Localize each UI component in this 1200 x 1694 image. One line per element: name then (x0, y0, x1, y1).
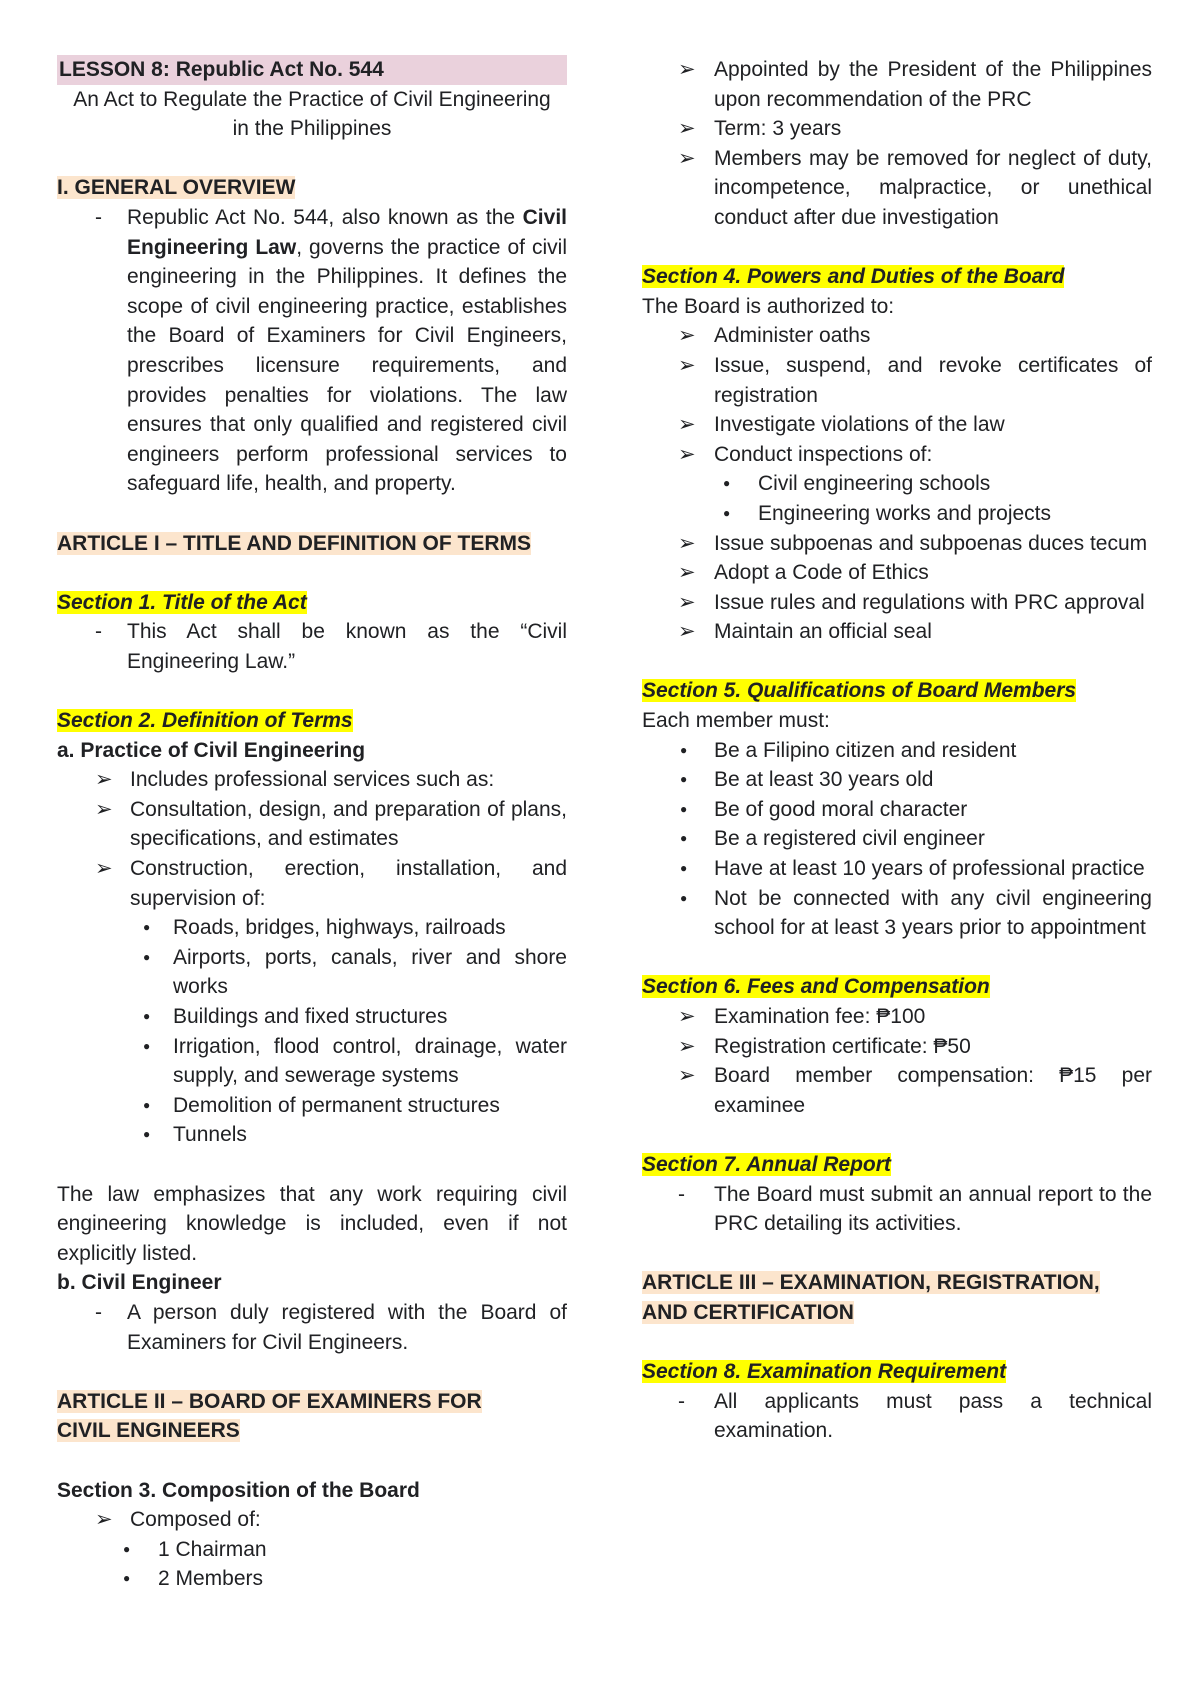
arrow-bullet-icon: ➢ (678, 561, 696, 585)
list-subitem: ● 1 Chairman (57, 1535, 567, 1565)
section1-text: - This Act shall be known as the “Civil Engineering Law.” (57, 617, 567, 676)
list-item: ● Be a Filipino citizen and resident (642, 736, 1152, 766)
dot-bullet-icon: ● (143, 1097, 151, 1112)
dot-bullet-icon: ● (680, 831, 688, 846)
dot-bullet-icon: ● (723, 476, 731, 491)
term-b-text: - A person duly registered with the Board of Examiners for Civil Engineers. (57, 1298, 567, 1357)
list-item: ➢ Issue subpoenas and subpoenas duces tecum (642, 529, 1152, 559)
arrow-bullet-icon: ➢ (678, 531, 696, 555)
list-item: ● Have at least 10 years of professional practice (642, 854, 1152, 884)
list-item: ➢ Board member compensation: ₱15 per examinee (642, 1061, 1152, 1120)
article1-heading: ARTICLE I – TITLE AND DEFINITION OF TERMS (57, 531, 532, 555)
section6-heading: Section 6. Fees and Compensation (642, 975, 990, 999)
arrow-bullet-icon: ➢ (678, 590, 696, 614)
dash-bullet-icon: - (678, 1182, 685, 1206)
section2-heading: Section 2. Definition of Terms (57, 709, 353, 733)
list-subitem: ● 2 Members (57, 1564, 567, 1594)
list-subitem: ● Civil engineering schools (642, 469, 1152, 499)
list-subitem: ● Demolition of permanent structures (57, 1091, 567, 1121)
list-item: ● Be at least 30 years old (642, 765, 1152, 795)
list-item: ➢ Investigate violations of the law (642, 410, 1152, 440)
arrow-bullet-icon: ➢ (678, 1005, 696, 1028)
arrow-bullet-icon: ➢ (678, 413, 696, 437)
lesson-title: LESSON 8: Republic Act No. 544 (57, 55, 567, 85)
left-column (57, 55, 567, 1594)
list-subitem: ● Irrigation, flood control, drainage, water supply, and sewerage systems (57, 1032, 567, 1091)
list-item: ➢ Examination fee: ₱100 (642, 1002, 1152, 1032)
arrow-bullet-icon: ➢ (95, 857, 113, 881)
section5-intro: Each member must: (642, 709, 830, 733)
general-overview-heading: I. GENERAL OVERVIEW (57, 176, 296, 200)
list-item: ➢ Issue, suspend, and revoke certificates of registration (642, 351, 1152, 410)
dot-bullet-icon: ● (143, 949, 151, 964)
list-subitem: ● Roads, bridges, highways, railroads (57, 913, 567, 943)
section5-heading: Section 5. Qualifications of Board Members (642, 679, 1077, 703)
arrow-bullet-icon: ➢ (678, 1064, 696, 1088)
overview-bold: Civil Engineering Law (127, 205, 567, 259)
dot-bullet-icon: ● (143, 1127, 151, 1142)
overview-post: , governs the practice of civil engineering in the Philippines. It defines the scope of civil engineering practice, establishes the Board of Examiners for Civil Engineers, prescribes licensure requirements, and provides penalties for violations. The law ensures that only qualified and registered civil engineers perform professional services to safeguard life, health, and property. (127, 235, 568, 496)
arrow-bullet-icon: ➢ (95, 768, 113, 792)
dash-bullet-icon: - (95, 620, 102, 644)
arrow-bullet-icon: ➢ (678, 353, 696, 377)
list-item: ➢ Members may be removed for neglect of duty, incompetence, malpractice, or unethical conduct after due investigation (642, 144, 1152, 233)
list-item: ● Be of good moral character (642, 795, 1152, 825)
arrow-bullet-icon: ➢ (678, 58, 696, 81)
arrow-bullet-icon: ➢ (678, 1034, 696, 1058)
section8-heading: Section 8. Examination Requirement (642, 1360, 1007, 1384)
dot-bullet-icon: ● (680, 861, 688, 876)
list-item: ➢ Term: 3 years (642, 114, 1152, 144)
list-item: ➢ Registration certificate: ₱50 (642, 1032, 1152, 1062)
dot-bullet-icon: ● (680, 801, 688, 816)
dash-bullet-icon: - (95, 205, 102, 229)
arrow-bullet-icon: ➢ (678, 117, 696, 141)
list-item: ➢ Issue rules and regulations with PRC approval (642, 588, 1152, 618)
section7-text: - The Board must submit an annual report to the PRC detailing its activities. (642, 1180, 1152, 1239)
dot-bullet-icon: ● (143, 920, 151, 935)
arrow-bullet-icon: ➢ (678, 146, 696, 170)
arrow-bullet-icon: ➢ (95, 797, 113, 821)
dot-bullet-icon: ● (123, 1571, 131, 1586)
list-subitem: ● Tunnels (57, 1120, 567, 1150)
article2-heading: ARTICLE II – BOARD OF EXAMINERS FOR CIVIL ENGINEERS (57, 1389, 482, 1443)
overview-pre: Republic Act No. 544, also known as the (127, 205, 523, 229)
arrow-bullet-icon: ➢ (678, 442, 696, 466)
list-item: ➢ Construction, erection, installation, and supervision of: (57, 854, 567, 913)
term-a-heading: a. Practice of Civil Engineering (57, 738, 366, 762)
section3-heading: Section 3. Composition of the Board (57, 1478, 420, 1502)
list-item: ➢ Consultation, design, and preparation of plans, specifications, and estimates (57, 795, 567, 854)
emphasis-paragraph: The law emphasizes that any work requiring civil engineering knowledge is included, even if not explicitly listed. (57, 1182, 567, 1265)
section1-heading: Section 1. Title of the Act (57, 590, 307, 614)
dash-bullet-icon: - (95, 1300, 102, 1324)
section7-heading: Section 7. Annual Report (642, 1152, 891, 1176)
list-item: ➢ Composed of: (57, 1505, 567, 1535)
dash-bullet-icon: - (678, 1389, 685, 1413)
dot-bullet-icon: ● (143, 1009, 151, 1023)
list-item: ➢ Administer oaths (642, 321, 1152, 351)
list-item: ➢ Maintain an official seal (642, 617, 1152, 647)
list-item: ➢ Adopt a Code of Ethics (642, 558, 1152, 588)
dot-bullet-icon: ● (123, 1541, 131, 1556)
arrow-bullet-icon: ➢ (95, 1508, 113, 1532)
list-subitem: ● Buildings and fixed structures (57, 1002, 567, 1032)
list-item: ● Be a registered civil engineer (642, 824, 1152, 854)
section4-heading: Section 4. Powers and Duties of the Board (642, 265, 1065, 289)
lesson-subtitle-line1: An Act to Regulate the Practice of Civil Engineering (73, 87, 551, 111)
section8-text: - All applicants must pass a technical examination. (642, 1387, 1152, 1446)
dot-bullet-icon: ● (680, 890, 688, 905)
dot-bullet-icon: ● (680, 772, 688, 787)
list-item: ➢ Includes professional services such as: (57, 765, 567, 795)
dot-bullet-icon: ● (680, 742, 688, 757)
arrow-bullet-icon: ➢ (678, 620, 696, 644)
section4-intro: The Board is authorized to: (642, 294, 895, 318)
dot-bullet-icon: ● (143, 1038, 151, 1053)
arrow-bullet-icon: ➢ (678, 324, 696, 348)
list-item: ➢ Conduct inspections of: (642, 440, 1152, 470)
list-subitem: ● Airports, ports, canals, river and shore works (57, 943, 567, 1002)
right-column (642, 55, 1152, 1446)
list-subitem: ● Engineering works and projects (642, 499, 1152, 529)
term-b-heading: b. Civil Engineer (57, 1271, 222, 1295)
list-item: ➢ Appointed by the President of the Philippines upon recommendation of the PRC (642, 55, 1152, 114)
lesson-subtitle-line2: in the Philippines (232, 117, 392, 141)
dot-bullet-icon: ● (723, 505, 731, 520)
article3-heading: ARTICLE III – EXAMINATION, REGISTRATION, AND CERTIFICATION (642, 1271, 1100, 1324)
list-item: ● Not be connected with any civil engineering school for at least 3 years prior to appointment (642, 884, 1152, 943)
overview-paragraph (57, 203, 567, 499)
